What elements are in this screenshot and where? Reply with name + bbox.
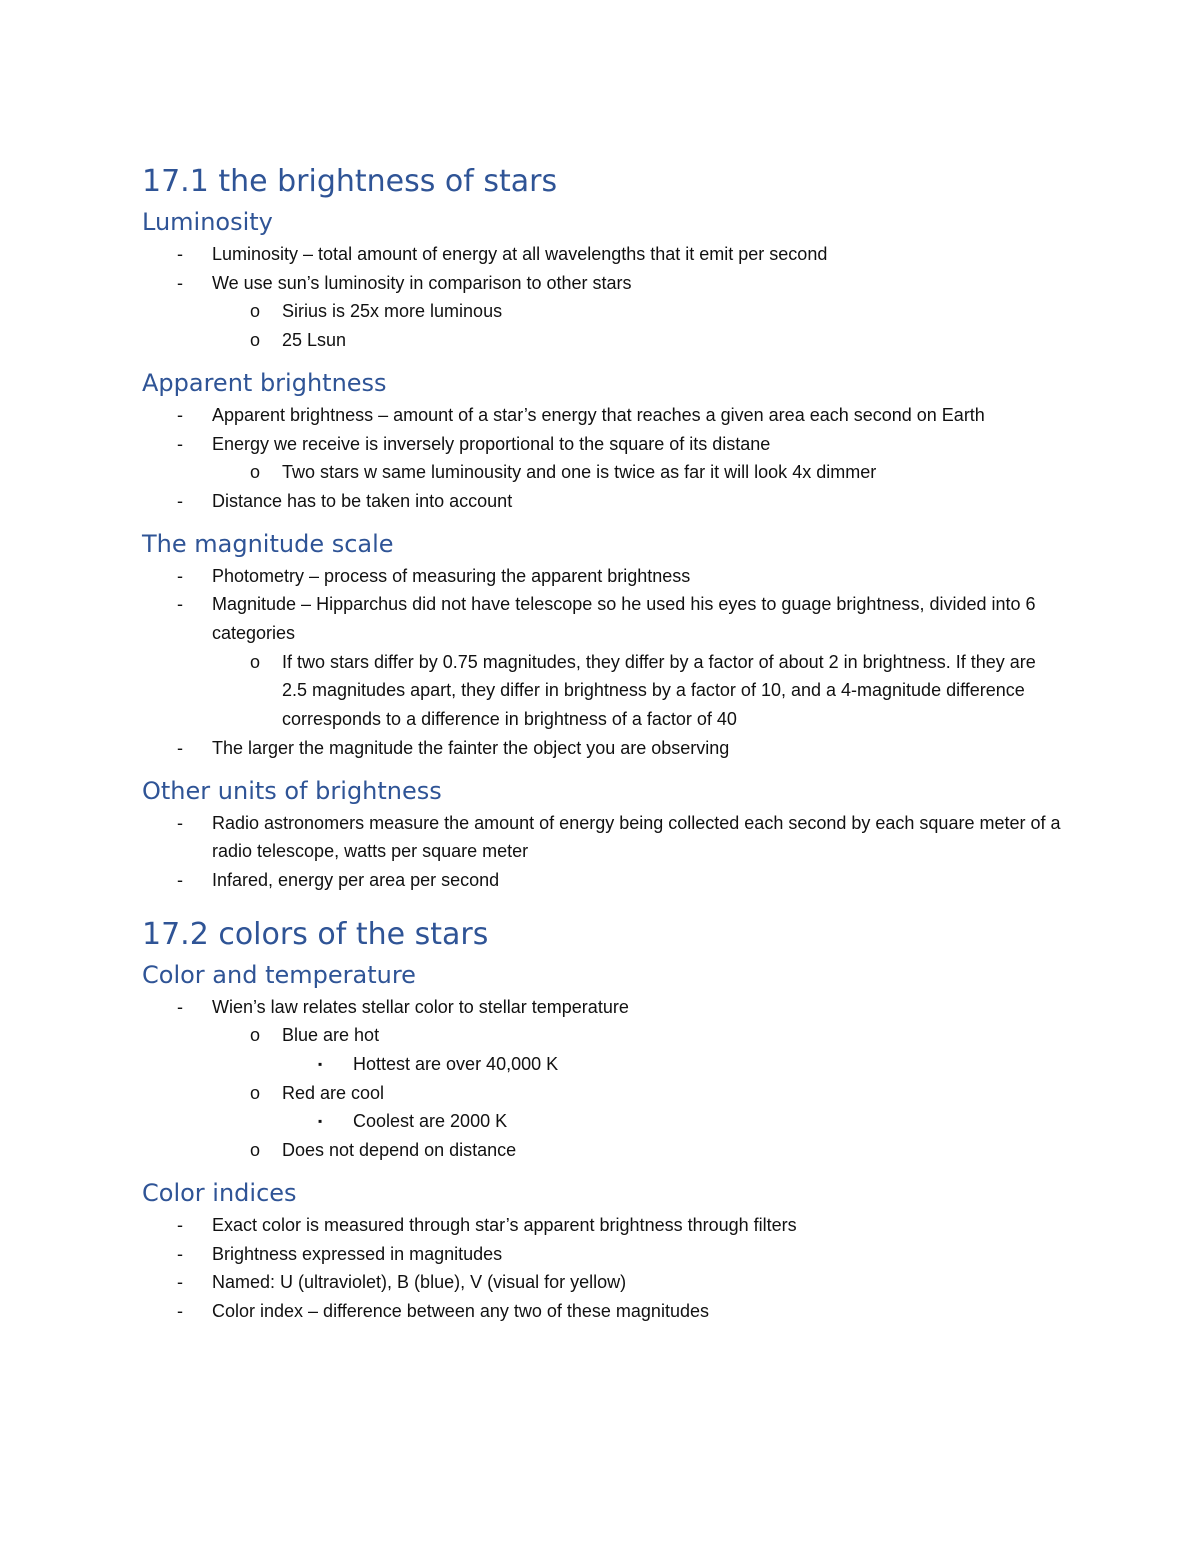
- section-title-brightness: 17.1 the brightness of stars: [142, 164, 558, 199]
- dash-bullet: -: [177, 490, 183, 511]
- list-item-text: Blue are hot: [282, 1025, 380, 1046]
- list-item: [142, 866, 1062, 895]
- list-item-text: Red are cool: [282, 1082, 385, 1103]
- list-item-text: Luminosity – total amount of energy at all wavelengths that it emit per second: [212, 244, 828, 264]
- list-item-text: Energy we receive is inversely proportional to the square of its distane: [212, 433, 771, 454]
- list-item-text: If two stars differ by 0.75 magnitudes, they differ by a factor of about 2 in brightness. If they are 2.5 magnitudes apart, they differ in brightness by a factor of 10, and a 4-magnitude difference corresponds to a difference in brightness of a factor of 40: [282, 651, 1036, 730]
- list-luminosity: [142, 240, 1062, 355]
- dash-bullet: -: [177, 404, 183, 425]
- list-item-text: Wien’s law relates stellar color to stellar temperature: [212, 996, 629, 1017]
- list-magnitude-scale: [142, 562, 1062, 763]
- circle-bullet: o: [250, 651, 261, 672]
- list-item-text: Radio astronomers measure the amount of energy being collected each second by each square meter of a radio telescope, watts per square meter: [212, 812, 1061, 862]
- list-item-text: Coolest are 2000 K: [353, 1111, 508, 1132]
- dash-bullet: -: [177, 812, 183, 833]
- list-item-text: Photometry – process of measuring the apparent brightness: [212, 565, 691, 586]
- circle-bullet: o: [250, 462, 261, 483]
- list-item: [142, 458, 1062, 487]
- list-item: [142, 993, 1062, 1022]
- dash-bullet: -: [177, 737, 183, 758]
- list-item: [142, 1297, 1062, 1326]
- dash-bullet: -: [177, 433, 183, 454]
- list-color-temperature: [142, 993, 1062, 1165]
- list-item: [142, 1268, 1062, 1297]
- list-item: [142, 326, 1062, 355]
- list-item-text: 25 Lsun: [282, 330, 347, 351]
- list-item-text: The larger the magnitude the fainter the object you are observing: [212, 737, 730, 758]
- square-bullet: ▪: [318, 1114, 323, 1129]
- list-item-text: Sirius is 25x more luminous: [282, 301, 503, 322]
- section-title-colors: 17.2 colors of the stars: [142, 916, 489, 952]
- list-item-text: Two stars w same luminousity and one is twice as far it will look 4x dimmer: [282, 462, 877, 483]
- circle-bullet: o: [250, 1025, 261, 1046]
- list-item: [142, 240, 1062, 269]
- list-item-text: Exact color is measured through star’s apparent brightness through filters: [212, 1214, 797, 1235]
- dash-bullet: -: [177, 244, 183, 264]
- circle-bullet: o: [250, 301, 261, 322]
- list-item-text: Named: U (ultraviolet), B (blue), V (visual for yellow): [212, 1272, 627, 1293]
- list-item: [142, 1107, 1062, 1136]
- heading-other-units: Other units of brightness: [142, 776, 442, 805]
- list-item: [142, 648, 1062, 734]
- list-item: [142, 1136, 1062, 1165]
- heading-magnitude-scale: The magnitude scale: [142, 529, 394, 558]
- heading-luminosity: Luminosity: [142, 208, 273, 236]
- list-item: [142, 562, 1062, 591]
- circle-bullet: o: [250, 330, 261, 351]
- dash-bullet: -: [177, 272, 183, 293]
- list-item: [142, 1021, 1062, 1050]
- list-item: [142, 1050, 1062, 1079]
- list-item: [142, 734, 1062, 763]
- list-item: [142, 430, 1062, 459]
- circle-bullet: o: [250, 1082, 261, 1103]
- dash-bullet: -: [177, 1300, 183, 1321]
- list-item: [142, 1079, 1062, 1108]
- list-color-indices: [142, 1211, 1062, 1326]
- dash-bullet: -: [177, 1243, 183, 1264]
- list-other-units: [142, 809, 1062, 895]
- list-item: [142, 1240, 1062, 1269]
- document-body: [142, 160, 1062, 1326]
- dash-bullet: -: [177, 996, 183, 1017]
- dash-bullet: -: [177, 594, 183, 615]
- square-bullet: ▪: [318, 1057, 323, 1072]
- list-apparent-brightness: [142, 401, 1062, 516]
- list-item: [142, 1211, 1062, 1240]
- list-item-text: Does not depend on distance: [282, 1140, 517, 1161]
- list-item: [142, 590, 1062, 647]
- dash-bullet: -: [177, 1272, 183, 1293]
- dash-bullet: -: [177, 1214, 183, 1235]
- list-item: [142, 269, 1062, 298]
- list-item-text: Hottest are over 40,000 K: [353, 1054, 559, 1075]
- dash-bullet: -: [177, 565, 183, 586]
- dash-bullet: -: [177, 869, 183, 890]
- list-item-text: We use sun’s luminosity in comparison to other stars: [212, 272, 632, 293]
- list-item-text: Apparent brightness – amount of a star’s energy that reaches a given area each second on Earth: [212, 404, 985, 425]
- list-item: [142, 297, 1062, 326]
- list-item-text: Distance has to be taken into account: [212, 490, 513, 511]
- list-item-text: Magnitude – Hipparchus did not have telescope so he used his eyes to guage brightness, divided into 6 categories: [212, 594, 1036, 644]
- heading-color-indices: Color indices: [142, 1178, 297, 1207]
- list-item: [142, 809, 1062, 866]
- list-item-text: Brightness expressed in magnitudes: [212, 1243, 503, 1264]
- heading-apparent-brightness: Apparent brightness: [142, 368, 387, 397]
- heading-color-temperature: Color and temperature: [142, 960, 416, 989]
- list-item-text: Color index – difference between any two of these magnitudes: [212, 1300, 709, 1321]
- list-item: [142, 401, 1062, 430]
- circle-bullet: o: [250, 1140, 261, 1161]
- list-item: [142, 487, 1062, 516]
- list-item-text: Infared, energy per area per second: [212, 869, 500, 890]
